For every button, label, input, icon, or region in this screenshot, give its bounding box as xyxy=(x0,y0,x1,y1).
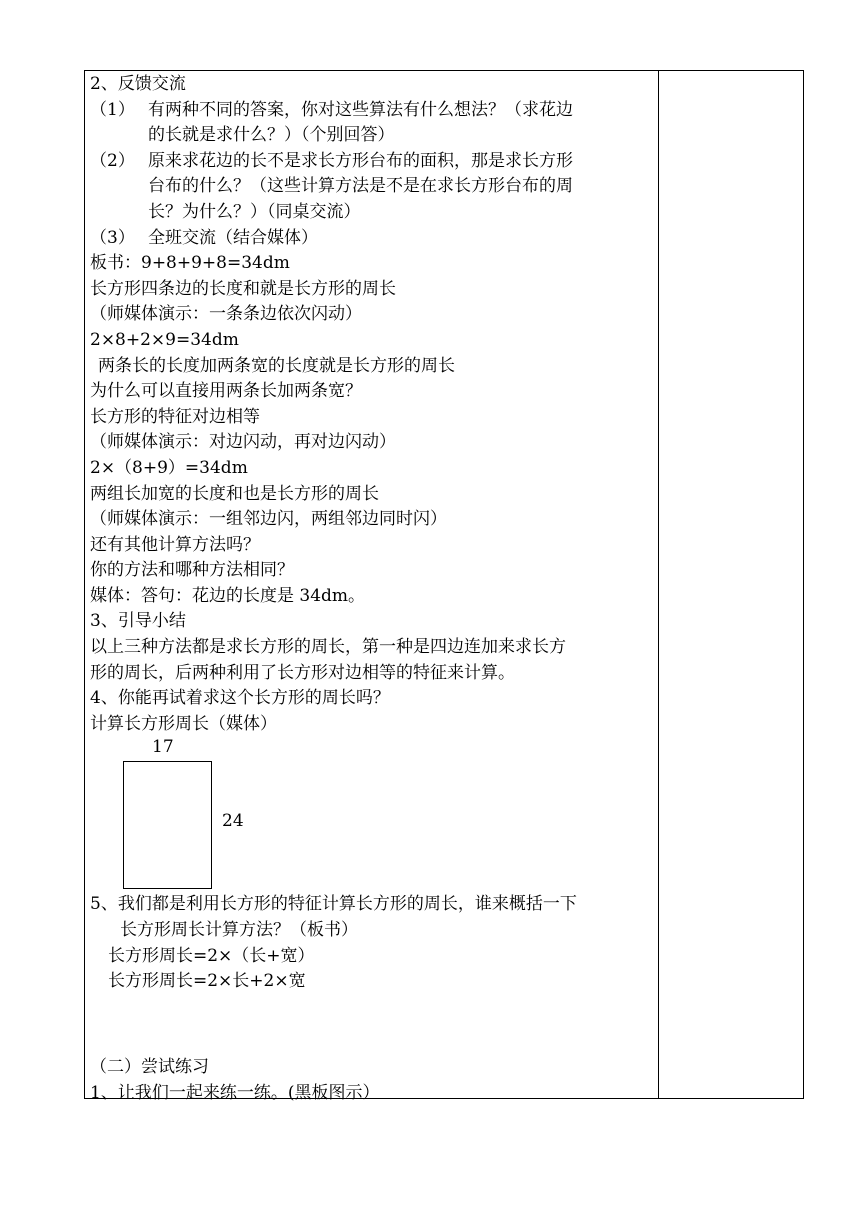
text-line: 两组长加宽的长度和也是长方形的周长 xyxy=(90,483,379,504)
item-2 xyxy=(90,149,656,175)
practice-item-1: 1、让我们一起来练一练。(黑板图示） xyxy=(90,1083,380,1103)
question-line: 为什么可以直接用两条长加两条宽？ xyxy=(90,381,362,402)
item-3-number: （3） xyxy=(90,227,135,248)
board-writing-1: 板书：9+8+9+8=34dm xyxy=(90,253,290,274)
question-line: 还有其他计算方法吗？ xyxy=(90,534,260,555)
item-1-text: 有两种不同的答案，你对这些算法有什么想法？（求花边 xyxy=(148,99,573,120)
section-heading-feedback: 2、反馈交流 xyxy=(90,74,186,94)
rectangle-length-label: 24 xyxy=(222,811,244,832)
section-heading-summary: 3、引导小结 xyxy=(90,611,186,632)
blank-line xyxy=(90,995,656,1021)
rectangle-figure xyxy=(90,737,656,892)
text-line: 长方形的特征对边相等 xyxy=(90,406,260,427)
item-1-number: （1） xyxy=(90,99,135,120)
section-heading-try: 4、你能再试着求这个长方形的周长吗？ xyxy=(90,688,390,709)
formula-2: 2×8+2×9=34dm xyxy=(90,329,239,350)
media-demo-note: （师媒体演示：一组邻边闪，两组邻边同时闪） xyxy=(90,509,447,530)
item-1 xyxy=(90,98,656,124)
rectangle-width-label: 17 xyxy=(152,737,174,758)
formula-3: 2×（8+9）=34dm xyxy=(90,457,248,478)
question-line: 你的方法和哪种方法相同？ xyxy=(90,560,294,581)
item-2-continuation-1: 台布的什么？（这些计算方法是不是在求长方形台布的周 xyxy=(148,176,573,197)
section-heading-practice: （二）尝试练习 xyxy=(90,1057,209,1078)
item-1-continuation: 的长就是求什么？）（个别回答） xyxy=(148,125,395,146)
media-demo-note: （师媒体演示：对边闪动，再对边闪动） xyxy=(90,432,396,453)
item-3 xyxy=(90,226,656,252)
summary-text-2: 形的周长，后两种利用了长方形对边相等的特征来计算。 xyxy=(90,662,515,683)
formula-perimeter-2: 长方形周长=2×长+2×宽 xyxy=(108,971,306,992)
item-2-text: 原来求花边的长不是求长方形台布的面积，那是求长方形 xyxy=(148,150,573,171)
item-2-continuation-2: 长？为什么？）（同桌交流） xyxy=(148,201,361,222)
media-answer: 媒体：答句：花边的长度是 34dm。 xyxy=(90,585,366,606)
lesson-content xyxy=(90,72,656,1107)
table-column-divider xyxy=(658,70,659,1099)
summary-text-1: 以上三种方法都是求长方形的周长，第一种是四边连加来求长方 xyxy=(90,637,566,658)
item-2-number: （2） xyxy=(90,150,135,171)
generalize-continuation: 长方形周长计算方法？（板书） xyxy=(120,920,358,941)
blank-line xyxy=(90,1020,656,1055)
item-3-text: 全班交流（结合媒体） xyxy=(148,227,318,248)
section-heading-generalize: 5、我们都是利用长方形的特征计算长方形的周长，谁来概括一下 xyxy=(90,894,577,915)
text-line: 计算长方形周长（媒体） xyxy=(90,713,277,734)
formula-perimeter-1: 长方形周长=2×（长+宽） xyxy=(108,945,315,966)
media-demo-note: （师媒体演示：一条条边依次闪动） xyxy=(90,304,362,325)
rectangle-shape xyxy=(123,761,212,889)
text-line: 长方形四条边的长度和就是长方形的周长 xyxy=(90,278,396,299)
text-line: 两条长的长度加两条宽的长度就是长方形的周长 xyxy=(98,355,455,376)
